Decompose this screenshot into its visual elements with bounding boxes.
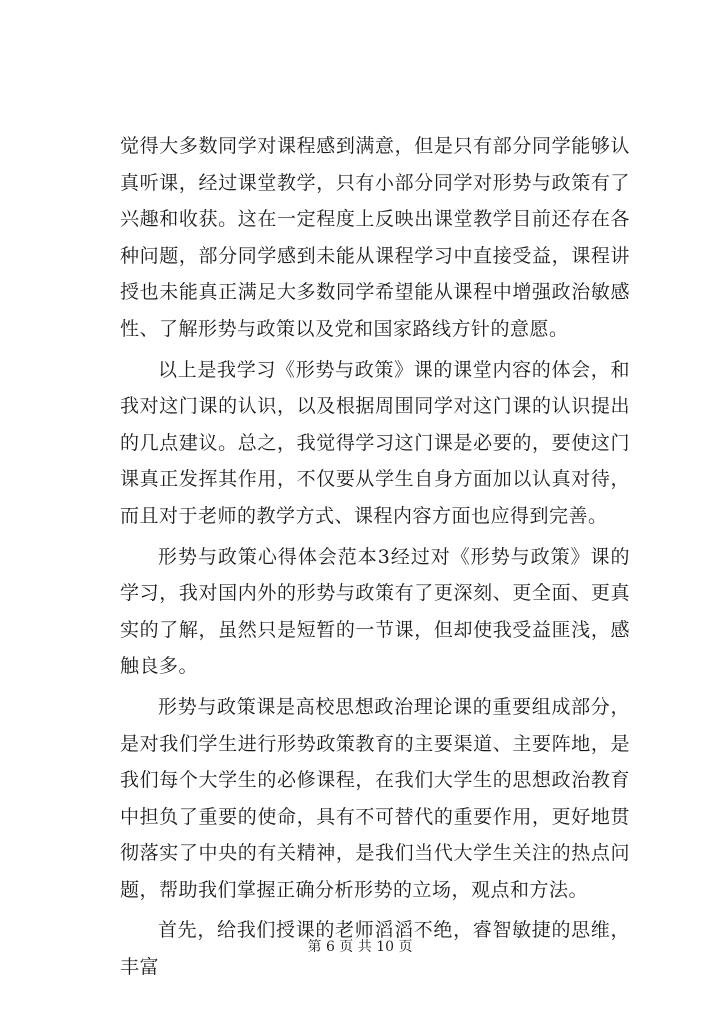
page-number-footer: 第 6 页 共 10 页 <box>307 939 413 955</box>
paragraph-summary: 以上是我学习《形势与政策》课的课堂内容的体会，和我对这门课的认识，以及根据周围同学对这门课的认识提出的几点建议。总之，我觉得学习这门课是必要的，要使这门课真正发挥其作用，不仅要从学生自身方面加以认真对待，而且对于老师的教学方式、课程内容方面也应得到完善。 <box>120 358 630 527</box>
document-body <box>120 128 630 990</box>
paragraph-sample-3-intro: 形势与政策心得体会范本3经过对《形势与政策》课的学习，我对国内外的形势与政策有了更深刻、更全面、更真实的了解，虽然只是短暂的一节课，但却使我受益匪浅，感触良多。 <box>120 545 630 678</box>
paragraph-first-point: 首先，给我们授课的老师滔滔不绝，睿智敏捷的思维，丰富 <box>120 919 630 979</box>
paragraph-course-importance: 形势与政策课是高校思想政治理论课的重要组成部分，是对我们学生进行形势政策教育的主要渠道、主要阵地，是我们每个大学生的必修课程，在我们大学生的思想政治教育中担负了重要的使命，具有不可替代的重要作用，更好地贯彻落实了中央的有关精神，是我们当代大学生关注的热点问题，帮助我们掌握正确分析形势的立场，观点和方法。 <box>120 695 630 901</box>
paragraph-continuation: 觉得大多数同学对课程感到满意，但是只有部分同学能够认真听课，经过课堂教学，只有小部分同学对形势与政策有了兴趣和收获。这在一定程度上反映出课堂教学目前还存在各种问题，部分同学感到未能从课程学习中直接受益，课程讲授也未能真正满足大多数同学希望能从课程中增强政治敏感性、了解形势与政策以及党和国家路线方针的意愿。 <box>120 135 630 340</box>
